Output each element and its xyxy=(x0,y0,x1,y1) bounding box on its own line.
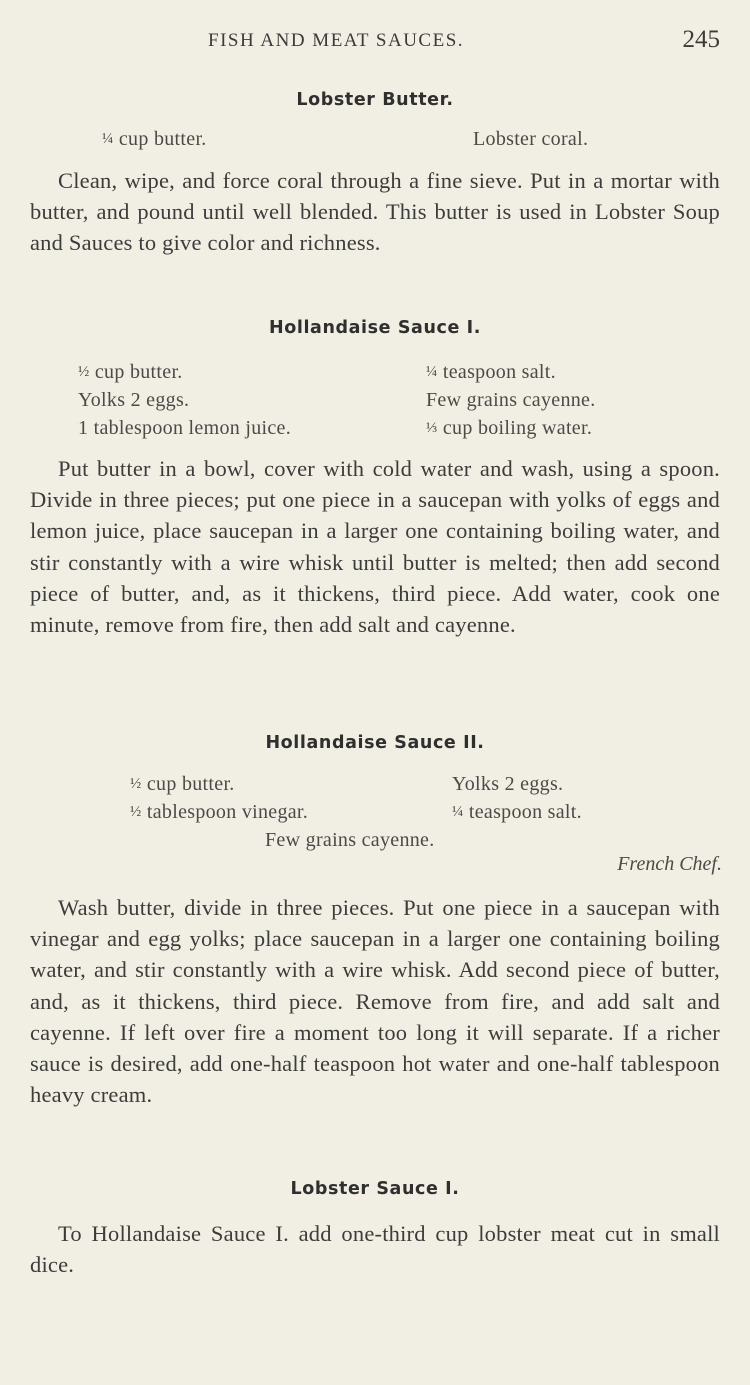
fraction: ½ xyxy=(130,804,142,820)
recipe-title-lobster-sauce-1: Lobster Sauce I. xyxy=(290,1179,460,1199)
fraction: ½ xyxy=(78,364,90,380)
ingredient-text: tablespoon vinegar. xyxy=(146,801,309,823)
ingredient-yolks: Yolks 2 eggs. xyxy=(78,389,190,411)
ingredient-yolks: Yolks 2 eggs. xyxy=(452,773,564,795)
ingredient-butter xyxy=(78,361,183,384)
ingredient-butter xyxy=(130,773,235,796)
ingredient-cayenne: Few grains cayenne. xyxy=(265,829,435,851)
running-head: FISH AND MEAT SAUCES. xyxy=(208,30,465,51)
page-header xyxy=(0,26,750,56)
ingredient-text: cup butter. xyxy=(118,128,207,150)
ingredient-text: cup butter. xyxy=(94,361,183,383)
ingredient-text: cup boiling water. xyxy=(442,417,593,439)
fraction: ¼ xyxy=(102,131,114,147)
recipe-title-hollandaise-2: Hollandaise Sauce II. xyxy=(265,733,485,753)
ingredient-text: teaspoon salt. xyxy=(442,361,556,383)
recipe-body-hollandaise-1: Put butter in a bowl, cover with cold water and wash, using a spoon. Divide in three pieces; put one piece in a saucepan with yolks of eggs and lemon juice, place saucepan in a larger one containing boiling water, and stir constantly with a wire whisk until butter is melted; then add second piece of butter, and, as it thickens, third piece. Add water, cook one minute, remove from fire, then add salt and cayenne. xyxy=(30,456,720,638)
ingredient-cayenne: Few grains cayenne. xyxy=(426,389,596,411)
ingredient-text: teaspoon salt. xyxy=(468,801,582,823)
ingredient-butter xyxy=(102,128,207,151)
ingredient-salt xyxy=(452,801,582,824)
page-number: 245 xyxy=(682,26,720,53)
ingredient-lemon-juice: 1 tablespoon lemon juice. xyxy=(78,417,292,439)
ingredient-boiling-water xyxy=(426,417,592,440)
attribution: French Chef. xyxy=(617,853,722,875)
ingredient-salt xyxy=(426,361,556,384)
recipe-title-lobster-butter: Lobster Butter. xyxy=(296,90,454,110)
recipe-body-lobster-butter: Clean, wipe, and force coral through a fine sieve. Put in a mortar with butter, and pound until well blended. This butter is used in Lobster Soup and Sauces to give color and richness. xyxy=(30,168,720,256)
ingredient-lobster-coral: Lobster coral. xyxy=(473,128,589,150)
recipe-body-lobster-sauce-1: To Hollandaise Sauce I. add one-third cup lobster meat cut in small dice. xyxy=(30,1221,720,1278)
fraction: ⅓ xyxy=(426,420,438,436)
recipe-title-hollandaise-1: Hollandaise Sauce I. xyxy=(268,318,481,338)
fraction: ½ xyxy=(130,776,142,792)
fraction: ¼ xyxy=(426,364,438,380)
ingredient-vinegar xyxy=(130,801,308,824)
fraction: ¼ xyxy=(452,804,464,820)
recipe-body-hollandaise-2: Wash butter, divide in three pieces. Put one piece in a saucepan with vinegar and egg yolks; place saucepan in a larger one containing boiling water, and stir constantly with a wire whisk. Add second piece of butter, and, as it thickens, third piece. Remove from fire, and add salt and cayenne. If left over fire a moment too long it will separate. If a richer sauce is desired, add one-half teaspoon hot water and one-half tablespoon heavy cream. xyxy=(30,895,720,1108)
ingredient-text: cup butter. xyxy=(146,773,235,795)
